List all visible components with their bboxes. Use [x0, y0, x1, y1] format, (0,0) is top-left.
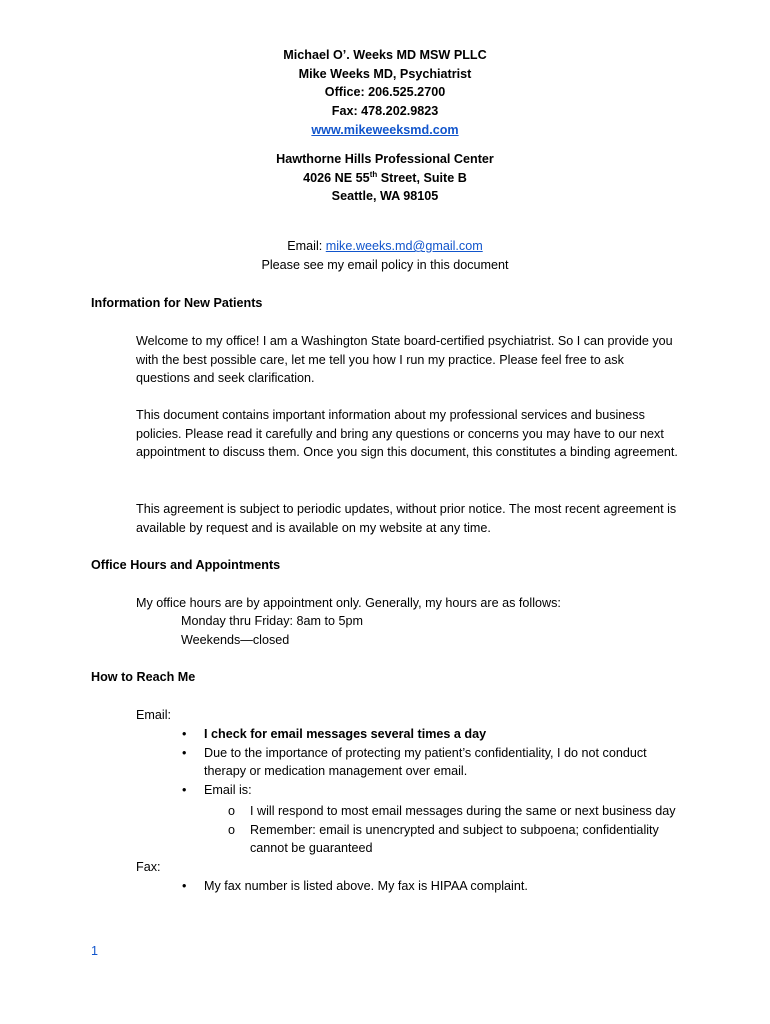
email-contact	[0, 237, 770, 274]
email-sub-list	[226, 802, 681, 858]
email-label: Email:	[287, 239, 326, 253]
office-hours-intro: My office hours are by appointment only. Generally, my hours are as follows:	[136, 596, 561, 610]
list-item: o I will respond to most email messages during the same or next business day	[228, 804, 676, 818]
doctor-title: Mike Weeks MD, Psychiatrist	[298, 66, 472, 81]
fax-subheading: Fax:	[136, 860, 161, 874]
document-info-paragraph: This document contains important information about my professional services and business policies. Please read it carefully and bring any questions or concerns you may have to our next appointment to discuss them. Once you sign this document, this constitutes a binding agreement.	[136, 408, 678, 460]
email-link[interactable]: mike.weeks.md@gmail.com	[325, 239, 483, 253]
city-state-zip: Seattle, WA 98105	[331, 189, 439, 204]
fax-bullet-list	[180, 877, 680, 896]
letterhead	[0, 46, 770, 140]
reach-me-heading: How to Reach Me	[91, 670, 196, 684]
weekend-hours: Weekends—closed	[181, 633, 290, 647]
agreement-paragraph: This agreement is subject to periodic updates, without prior notice. The most recent agreement is available by request and is available on my website at any time.	[136, 502, 677, 535]
weekday-hours: Monday thru Friday: 8am to 5pm	[181, 614, 363, 628]
office-hours-heading: Office Hours and Appointments	[91, 558, 281, 572]
email-bullet-list	[180, 725, 680, 800]
list-item: • Due to the importance of protecting my patient’s confidentiality, I do not conduct therapy or medication management over email.	[182, 745, 647, 779]
address	[0, 150, 770, 206]
website-link[interactable]: www.mikeweeksmd.com	[311, 122, 459, 137]
office-phone: Office: 206.525.2700	[324, 85, 446, 100]
list-item: o Remember: email is unencrypted and subject to subpoena; confidentiality cannot be guaranteed	[228, 822, 659, 856]
practice-name: Michael O’. Weeks MD MSW PLLC	[283, 48, 487, 62]
building-name: Hawthorne Hills Professional Center	[276, 152, 494, 166]
fax-number: Fax: 478.202.9823	[331, 104, 439, 119]
street-address: 4026 NE 55th Street, Suite B	[303, 169, 467, 185]
list-item: • My fax number is listed above. My fax is HIPAA complaint.	[182, 879, 528, 893]
email-policy-note: Please see my email policy in this document	[261, 257, 509, 272]
list-item: • Email is:	[182, 783, 252, 798]
welcome-paragraph: Welcome to my office! I am a Washington State board-certified psychiatrist. So I can provide you with the best possible care, let me tell you how I run my practice. Please feel free to ask questions and seek clarification.	[136, 334, 673, 386]
page-number: 1	[91, 944, 99, 958]
list-item: • I check for email messages several times a day	[182, 727, 487, 741]
email-subheading: Email:	[136, 708, 171, 722]
new-patients-heading: Information for New Patients	[91, 296, 263, 310]
